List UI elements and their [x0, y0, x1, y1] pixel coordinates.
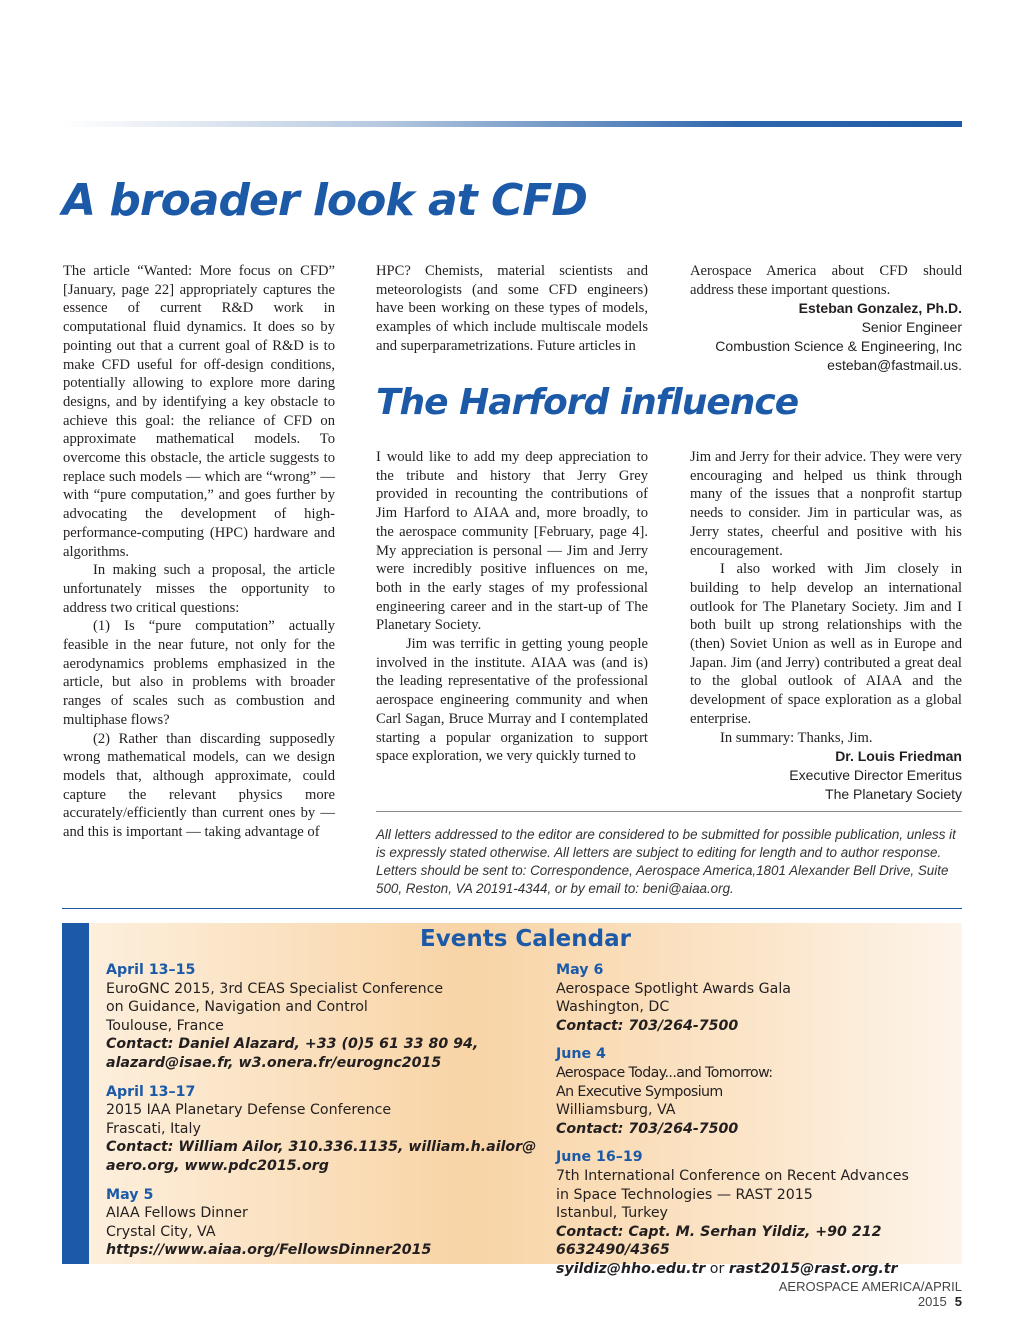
event-contact: Contact: 703/264-7500 [556, 1017, 739, 1034]
event-date: June 16–19 [556, 1149, 643, 1166]
email-link[interactable]: syildiz@hho.edu.tr [556, 1260, 706, 1277]
event-date: April 13–15 [106, 962, 196, 978]
paragraph: Jim and Jerry for their advice. They were very encouraging and helped us think through many of the issues that a nonprofit startup needs to consider. Jim in particular was, as Jerry states, cheerful and positive with his encouragement. [690, 449, 962, 559]
letter-cfd-column-3 [690, 262, 962, 374]
paragraph: In summary: Thanks, Jim. [720, 729, 873, 746]
signature-gonzalez [690, 299, 962, 374]
page-footer [740, 1279, 962, 1309]
publication-name: AEROSPACE AMERICA/APRIL 2015 [778, 1279, 962, 1309]
event-contact: Contact: 703/264-7500 [556, 1120, 739, 1137]
letter-harford-column-2 [690, 448, 962, 803]
letter-harford-column-1 [376, 448, 648, 766]
event-line: 7th International Conference on Recent Advances [556, 1167, 909, 1184]
events-left-column [106, 961, 546, 1270]
paragraph: I also worked with Jim closely in building to help develop an international outlook for The Planetary Society. Jim and I both built up strong relationships with the (then) Soviet Union as well as in Europe and Japan. Jim (and Jerry) contributed a great deal to the global outlook of AIAA and the development of space exploration as a global enterprise. [690, 561, 962, 727]
event-item [106, 1186, 546, 1260]
event-line: Aerospace Spotlight Awards Gala [556, 980, 791, 997]
paragraph: HPC? Chemists, material scientists and meteorologists (and some CFD engineers) have been working on these types of models, examples of which include multiscale models and superparametrizations. Future articles in [376, 263, 648, 354]
paragraph: (2) Rather than discarding supposedly wrong mathematical models, can we design models that, although approximate, could capture the relevant physics more accurately/efficiently than current ones by — and this is important — taking advantage of [63, 730, 335, 841]
paragraph: The article “Wanted: More focus on CFD” [January, page 22] appropriately captures the essence of current R&D work in computational fluid dynamics. It does so by pointing out that a current goal of R&D is to make CFD useful for off-design conditions, potentially allowing to explore more daring designs, and by identifying a key obstacle to achieve this goal: the reliance of CFD on approximate mathematical models. To overcome this obstacle, the article suggests to replace such models — which are “wrong” — with “pure computation,” and goes further by advocating the development of high-performance-computing (HPC) hardware and algorithms. [63, 263, 335, 560]
event-line: Aerospace Today...and Tomorrow: [556, 1064, 773, 1081]
article-title-harford: The Harford influence [376, 382, 799, 423]
article-title-cfd: A broader look at CFD [62, 175, 587, 226]
paragraph: Aerospace America about CFD should address these important questions. [690, 263, 962, 298]
page-number: 5 [954, 1294, 962, 1309]
event-line: Istanbul, Turkey [556, 1205, 668, 1222]
event-line: Toulouse, France [106, 1017, 224, 1034]
email-link[interactable]: rast2015@rast.org.tr [728, 1260, 898, 1277]
event-item [106, 1083, 546, 1176]
event-line: on Guidance, Navigation and Control [106, 999, 368, 1016]
events-right-column [556, 961, 962, 1289]
event-line: in Space Technologies — RAST 2015 [556, 1186, 813, 1203]
event-date: April 13–17 [106, 1083, 196, 1100]
paragraph: In making such a proposal, the article unfortunately misses the opportunity to address two critical questions: [63, 562, 335, 616]
event-date: May 5 [106, 1186, 154, 1203]
event-line: 2015 IAA Planetary Defense Conference [106, 1102, 392, 1119]
letter-cfd-column-2 [376, 262, 648, 356]
paragraph: I would like to add my deep appreciation to the tribute and history that Jerry Grey provided in recounting the contributions of Jim Harford to AIAA and, more broadly, to the aerospace community [February, page 4]. My appreciation is personal — Jim and Jerry were incredibly positive influences on me, both in the early stages of my professional engineering career and in the start-up of The Planetary Society. [376, 449, 648, 634]
author-org: Combustion Science & Engineering, Inc [715, 337, 962, 354]
or-text: or [705, 1260, 729, 1277]
event-line: Crystal City, VA [106, 1223, 216, 1240]
event-contact[interactable]: alazard@isae.fr, w3.onera.fr/eurognc2015 [106, 1054, 442, 1071]
event-contact: Contact: Capt. M. Serhan Yildiz, +90 212 6632490/4365 [556, 1223, 882, 1259]
author-title: Executive Director Emeritus [789, 766, 962, 783]
event-date: June 4 [556, 1046, 606, 1063]
divider [62, 908, 962, 909]
paragraph: Jim was terrific in getting young people involved in the institute. AIAA was (and is) the leading representative of the professional aerospace engineering community and when Carl Sagan, Bruce Murray and I contemplated starting a popular organization to support space exploration, we very quickly turned to [376, 636, 648, 765]
event-item [556, 961, 962, 1035]
event-link[interactable]: https://www.aiaa.org/FellowsDinner2015 [106, 1242, 432, 1259]
event-contact[interactable]: aero.org, www.pdc2015.org [106, 1157, 329, 1174]
event-item [106, 961, 546, 1073]
events-title: Events Calendar [420, 926, 631, 952]
signature-friedman [690, 747, 962, 803]
event-date: May 6 [556, 962, 604, 978]
event-contact: Contact: William Ailor, 310.336.1135, william.h.ailor@ [106, 1139, 537, 1156]
event-line: Frascati, Italy [106, 1120, 201, 1137]
author-org: The Planetary Society [825, 785, 962, 802]
event-item [556, 1045, 962, 1138]
event-line: EuroGNC 2015, 3rd CEAS Specialist Conference [106, 980, 444, 997]
event-contact-emails [556, 1260, 962, 1279]
event-line: Williamsburg, VA [556, 1102, 676, 1119]
event-line: Washington, DC [556, 999, 670, 1016]
author-name: Dr. Louis Friedman [835, 748, 962, 765]
top-gradient-rule [62, 121, 962, 127]
editor-note: All letters addressed to the editor are considered to be submitted for possible publication, unless it is expressly stated otherwise. All letters are subject to editing for length and to author response. Letters should be sent to: Correspondence, Aerospace America,1801 Alexander Bell Drive, Suite 500, Reston, VA 20191-4344, or by email to: beni@aiaa.org. [376, 827, 956, 896]
event-contact: Contact: Daniel Alazard, +33 (0)5 61 33 80 94, [106, 1036, 479, 1053]
event-item [556, 1148, 962, 1278]
event-line: AIAA Fellows Dinner [106, 1205, 248, 1222]
paragraph: (1) Is “pure computation” actually feasible in the near future, not only for the aerodynamics problems emphasized in the article, but also in problems with broader ranges of scales such as combustion and multiphase flows? [63, 618, 335, 728]
event-line: An Executive Symposium [556, 1083, 723, 1100]
letter-cfd-column-1 [63, 262, 335, 842]
divider [376, 811, 962, 812]
events-accent-bar [62, 923, 89, 1264]
events-calendar-box [62, 923, 962, 1277]
author-title: Senior Engineer [861, 319, 962, 336]
author-email[interactable]: esteban@fastmail.us. [827, 356, 962, 373]
author-name: Esteban Gonzalez, Ph.D. [798, 300, 962, 317]
